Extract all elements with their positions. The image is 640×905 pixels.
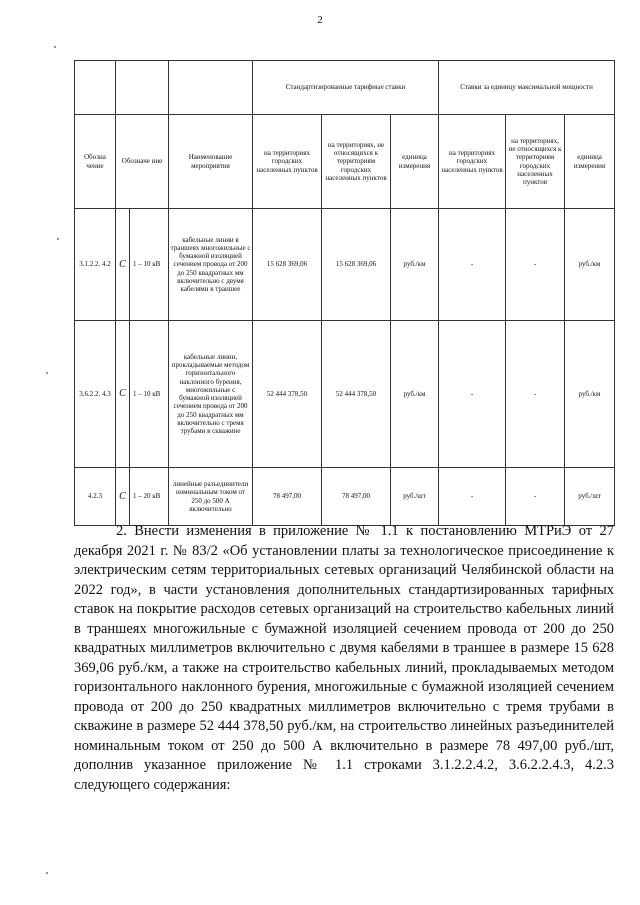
amendment-paragraph	[74, 522, 614, 795]
row-mp-non-urban: -	[506, 209, 565, 321]
row-name: линейные разъединители номинальным током от 250 до 500 А включительно	[169, 468, 253, 526]
activity-header: Наименование мероприятия	[169, 115, 253, 209]
std-unit-header: единица измерения	[391, 115, 439, 209]
mp-unit-header: единица измерения	[565, 115, 615, 209]
table-row	[75, 209, 615, 321]
table-row	[75, 468, 615, 526]
row-code: 3.1.2.2. 4.2	[75, 209, 116, 321]
row-mp-unit: руб./шт	[565, 468, 615, 526]
row-mp-urban: -	[439, 468, 506, 526]
scan-speck	[57, 238, 59, 240]
row-std-urban: 78 497,00	[253, 468, 322, 526]
header-row-top	[75, 61, 615, 115]
empty-header-cell	[75, 61, 116, 115]
tariff-table	[74, 60, 615, 526]
row-mp-unit: руб./км	[565, 321, 615, 468]
standard-rates-header: Стандартизированные тарифные ставки	[253, 61, 439, 115]
row-mp-non-urban: -	[506, 468, 565, 526]
row-letter: С	[116, 468, 130, 526]
row-voltage: 1 – 10 кВ	[130, 209, 169, 321]
row-mp-unit: руб./км	[565, 209, 615, 321]
scan-speck	[54, 46, 56, 48]
row-std-non-urban: 15 628 369,06	[322, 209, 391, 321]
designation-header-2: Обозначе ние	[116, 115, 169, 209]
row-letter: С	[116, 321, 130, 468]
header-row-sub	[75, 115, 615, 209]
row-std-unit: руб./км	[391, 321, 439, 468]
amendment-text: 2. Внести изменения в приложение № 1.1 к постановлению МТРиЭ от 27 декабря 2021 г. № 83/2 «Об установлении платы за технологическое присоединение к электрическим сетям территориальных сетевых организаций Челябинской области на 2022 год», в части установления дополнительных стандартизированных тарифных ставок на покрытие расходов сетевых организаций на строительство кабельных линий в траншеях многожильные с бумажной изоляцией сечением провода от 200 до 250 квадратных миллиметров включительно с двумя кабелями в траншее в размере 15 628 369,06 руб./км, а также на строительство кабельных линий, прокладываемых методом горизонтального наклонного бурения, многожильные с бумажной изоляцией сечением провода от 200 до 250 квадратных миллиметров включительно с тремя трубами в скважине в размере 52 444 378,50 руб./км, на строительство линейных разъединителей номинальным током от 250 до 500 А включительно в размере 78 497,00 руб./шт, дополнив указанное приложение № 1.1 строками 3.1.2.2.4.2, 3.6.2.2.4.3, 4.2.3 следующего содержания:	[74, 523, 614, 793]
scan-speck	[46, 872, 48, 874]
mp-non-urban-header: на территориях, не относящихся к территориям городских населенных пунктов	[506, 115, 565, 209]
empty-header-cell	[116, 61, 169, 115]
row-std-urban: 15 628 369,06	[253, 209, 322, 321]
table-row	[75, 321, 615, 468]
row-std-unit: руб./км	[391, 209, 439, 321]
std-urban-header: на территориях городских населенных пунктов	[253, 115, 322, 209]
max-power-rates-header: Ставки за единицу максимальной мощности	[439, 61, 615, 115]
row-std-non-urban: 78 497,00	[322, 468, 391, 526]
page-number: 2	[317, 14, 323, 26]
row-mp-non-urban: -	[506, 321, 565, 468]
row-std-non-urban: 52 444 378,50	[322, 321, 391, 468]
std-non-urban-header: на территориях, не относящихся к территориям городских населенных пунктов	[322, 115, 391, 209]
scan-speck	[46, 372, 48, 374]
row-code: 4.2.3	[75, 468, 116, 526]
empty-header-cell	[169, 61, 253, 115]
row-name: кабельные линии, прокладываемые методом горизонтального наклонного бурения, многожильные с бумажной изоляцией сечением провода от 200 до 250 квадратных мм включительно с тремя трубами в скважине	[169, 321, 253, 468]
row-voltage: 1 – 20 кВ	[130, 468, 169, 526]
row-std-urban: 52 444 378,50	[253, 321, 322, 468]
mp-urban-header: на территориях городских населенных пунктов	[439, 115, 506, 209]
designation-header: Обозна чение	[75, 115, 116, 209]
row-mp-urban: -	[439, 321, 506, 468]
row-voltage: 1 – 10 кВ	[130, 321, 169, 468]
row-code: 3.6.2.2. 4.3	[75, 321, 116, 468]
row-mp-urban: -	[439, 209, 506, 321]
row-std-unit: руб./шт	[391, 468, 439, 526]
row-name: кабельные линии в траншеях многожильные с бумажной изоляцией сечением провода от 200 до 250 квадратных мм включительно с двумя кабелями в траншее	[169, 209, 253, 321]
row-letter: С	[116, 209, 130, 321]
